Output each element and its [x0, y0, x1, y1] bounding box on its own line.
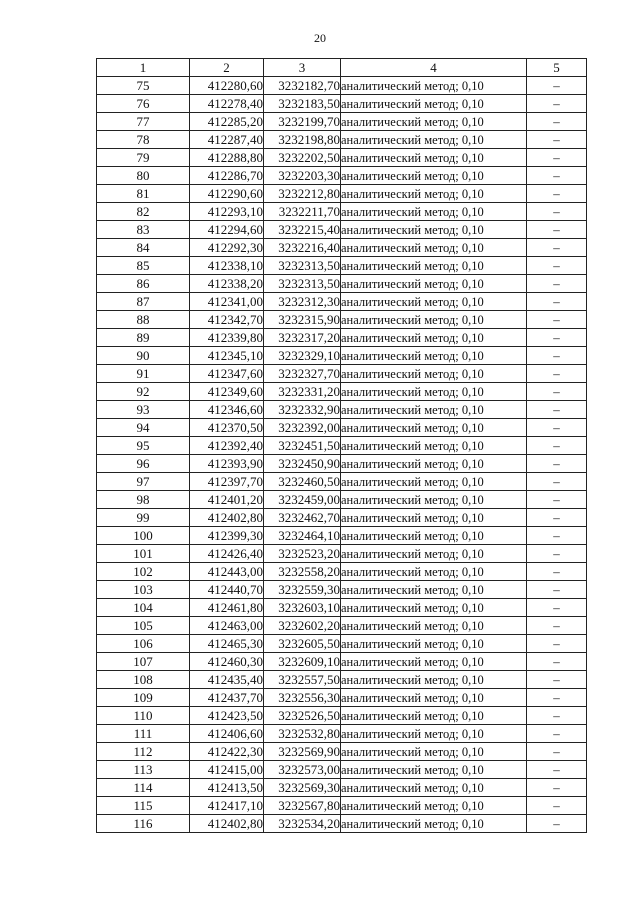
- description-cell: –: [527, 419, 587, 437]
- x-coordinate-cell: 412346,60: [190, 401, 264, 419]
- x-coordinate-cell: 412461,80: [190, 599, 264, 617]
- point-number-cell: 84: [97, 239, 190, 257]
- description-cell: –: [527, 635, 587, 653]
- description-cell: –: [527, 653, 587, 671]
- point-number-cell: 101: [97, 545, 190, 563]
- method-accuracy-cell: аналитический метод; 0,10: [341, 743, 527, 761]
- description-cell: –: [527, 563, 587, 581]
- description-cell: –: [527, 293, 587, 311]
- description-cell: –: [527, 707, 587, 725]
- description-cell: –: [527, 779, 587, 797]
- point-number-cell: 105: [97, 617, 190, 635]
- point-number-cell: 111: [97, 725, 190, 743]
- method-accuracy-cell: аналитический метод; 0,10: [341, 491, 527, 509]
- y-coordinate-cell: 3232567,80: [264, 797, 341, 815]
- description-cell: –: [527, 473, 587, 491]
- x-coordinate-cell: 412460,30: [190, 653, 264, 671]
- point-number-cell: 96: [97, 455, 190, 473]
- description-cell: –: [527, 527, 587, 545]
- description-cell: –: [527, 491, 587, 509]
- y-coordinate-cell: 3232198,80: [264, 131, 341, 149]
- y-coordinate-cell: 3232460,50: [264, 473, 341, 491]
- table-header: [97, 59, 587, 77]
- method-accuracy-cell: аналитический метод; 0,10: [341, 365, 527, 383]
- point-number-cell: 99: [97, 509, 190, 527]
- point-number-cell: 91: [97, 365, 190, 383]
- page-number: 20: [314, 31, 326, 45]
- method-accuracy-cell: аналитический метод; 0,10: [341, 689, 527, 707]
- method-accuracy-cell: аналитический метод; 0,10: [341, 95, 527, 113]
- method-accuracy-cell: аналитический метод; 0,10: [341, 239, 527, 257]
- x-coordinate-cell: 412292,30: [190, 239, 264, 257]
- table-row: [97, 599, 587, 617]
- description-cell: –: [527, 77, 587, 95]
- description-cell: –: [527, 815, 587, 833]
- x-coordinate-cell: 412426,40: [190, 545, 264, 563]
- method-accuracy-cell: аналитический метод; 0,10: [341, 779, 527, 797]
- y-coordinate-cell: 3232182,70: [264, 77, 341, 95]
- description-cell: –: [527, 581, 587, 599]
- y-coordinate-cell: 3232313,50: [264, 275, 341, 293]
- x-coordinate-cell: 412345,10: [190, 347, 264, 365]
- table-row: [97, 383, 587, 401]
- y-coordinate-cell: 3232523,20: [264, 545, 341, 563]
- method-accuracy-cell: аналитический метод; 0,10: [341, 113, 527, 131]
- x-coordinate-cell: 412435,40: [190, 671, 264, 689]
- method-accuracy-cell: аналитический метод; 0,10: [341, 617, 527, 635]
- method-accuracy-cell: аналитический метод; 0,10: [341, 257, 527, 275]
- description-cell: –: [527, 401, 587, 419]
- point-number-cell: 93: [97, 401, 190, 419]
- y-coordinate-cell: 3232602,20: [264, 617, 341, 635]
- description-cell: –: [527, 455, 587, 473]
- x-coordinate-cell: 412413,50: [190, 779, 264, 797]
- table-row: [97, 563, 587, 581]
- header-col-5: 5: [527, 59, 587, 77]
- method-accuracy-cell: аналитический метод; 0,10: [341, 275, 527, 293]
- table-body: [97, 77, 587, 833]
- table-row: [97, 491, 587, 509]
- point-number-cell: 89: [97, 329, 190, 347]
- point-number-cell: 107: [97, 653, 190, 671]
- method-accuracy-cell: аналитический метод; 0,10: [341, 437, 527, 455]
- point-number-cell: 103: [97, 581, 190, 599]
- table-row: [97, 545, 587, 563]
- y-coordinate-cell: 3232317,20: [264, 329, 341, 347]
- description-cell: –: [527, 239, 587, 257]
- y-coordinate-cell: 3232459,00: [264, 491, 341, 509]
- y-coordinate-cell: 3232331,20: [264, 383, 341, 401]
- table-row: [97, 797, 587, 815]
- method-accuracy-cell: аналитический метод; 0,10: [341, 185, 527, 203]
- point-number-cell: 116: [97, 815, 190, 833]
- y-coordinate-cell: 3232450,90: [264, 455, 341, 473]
- point-number-cell: 88: [97, 311, 190, 329]
- x-coordinate-cell: 412286,70: [190, 167, 264, 185]
- x-coordinate-cell: 412397,70: [190, 473, 264, 491]
- table-row: [97, 815, 587, 833]
- point-number-cell: 102: [97, 563, 190, 581]
- x-coordinate-cell: 412443,00: [190, 563, 264, 581]
- x-coordinate-cell: 412347,60: [190, 365, 264, 383]
- description-cell: –: [527, 257, 587, 275]
- y-coordinate-cell: 3232534,20: [264, 815, 341, 833]
- point-number-cell: 82: [97, 203, 190, 221]
- description-cell: –: [527, 617, 587, 635]
- x-coordinate-cell: 412338,20: [190, 275, 264, 293]
- x-coordinate-cell: 412338,10: [190, 257, 264, 275]
- table-row: [97, 347, 587, 365]
- x-coordinate-cell: 412401,20: [190, 491, 264, 509]
- y-coordinate-cell: 3232559,30: [264, 581, 341, 599]
- method-accuracy-cell: аналитический метод; 0,10: [341, 707, 527, 725]
- x-coordinate-cell: 412293,10: [190, 203, 264, 221]
- table-row: [97, 509, 587, 527]
- header-row: [97, 59, 587, 77]
- x-coordinate-cell: 412422,30: [190, 743, 264, 761]
- table-row: [97, 95, 587, 113]
- table-row: [97, 401, 587, 419]
- x-coordinate-cell: 412402,80: [190, 509, 264, 527]
- y-coordinate-cell: 3232569,90: [264, 743, 341, 761]
- description-cell: –: [527, 689, 587, 707]
- method-accuracy-cell: аналитический метод; 0,10: [341, 455, 527, 473]
- method-accuracy-cell: аналитический метод; 0,10: [341, 815, 527, 833]
- description-cell: –: [527, 383, 587, 401]
- y-coordinate-cell: 3232313,50: [264, 257, 341, 275]
- description-cell: –: [527, 329, 587, 347]
- y-coordinate-cell: 3232532,80: [264, 725, 341, 743]
- y-coordinate-cell: 3232211,70: [264, 203, 341, 221]
- method-accuracy-cell: аналитический метод; 0,10: [341, 311, 527, 329]
- x-coordinate-cell: 412339,80: [190, 329, 264, 347]
- y-coordinate-cell: 3232216,40: [264, 239, 341, 257]
- table-row: [97, 185, 587, 203]
- y-coordinate-cell: 3232526,50: [264, 707, 341, 725]
- method-accuracy-cell: аналитический метод; 0,10: [341, 293, 527, 311]
- method-accuracy-cell: аналитический метод; 0,10: [341, 383, 527, 401]
- point-number-cell: 114: [97, 779, 190, 797]
- x-coordinate-cell: 412423,50: [190, 707, 264, 725]
- point-number-cell: 90: [97, 347, 190, 365]
- point-number-cell: 92: [97, 383, 190, 401]
- x-coordinate-cell: 412287,40: [190, 131, 264, 149]
- table-row: [97, 77, 587, 95]
- point-number-cell: 75: [97, 77, 190, 95]
- table-row: [97, 653, 587, 671]
- point-number-cell: 108: [97, 671, 190, 689]
- method-accuracy-cell: аналитический метод; 0,10: [341, 149, 527, 167]
- table-row: [97, 779, 587, 797]
- method-accuracy-cell: аналитический метод; 0,10: [341, 797, 527, 815]
- point-number-cell: 87: [97, 293, 190, 311]
- table-row: [97, 743, 587, 761]
- x-coordinate-cell: 412280,60: [190, 77, 264, 95]
- header-col-1: 1: [97, 59, 190, 77]
- method-accuracy-cell: аналитический метод; 0,10: [341, 221, 527, 239]
- description-cell: –: [527, 545, 587, 563]
- description-cell: –: [527, 599, 587, 617]
- method-accuracy-cell: аналитический метод; 0,10: [341, 563, 527, 581]
- x-coordinate-cell: 412393,90: [190, 455, 264, 473]
- table-row: [97, 419, 587, 437]
- y-coordinate-cell: 3232392,00: [264, 419, 341, 437]
- table-row: [97, 275, 587, 293]
- method-accuracy-cell: аналитический метод; 0,10: [341, 671, 527, 689]
- y-coordinate-cell: 3232569,30: [264, 779, 341, 797]
- method-accuracy-cell: аналитический метод; 0,10: [341, 599, 527, 617]
- method-accuracy-cell: аналитический метод; 0,10: [341, 545, 527, 563]
- description-cell: –: [527, 509, 587, 527]
- description-cell: –: [527, 203, 587, 221]
- point-number-cell: 83: [97, 221, 190, 239]
- description-cell: –: [527, 221, 587, 239]
- description-cell: –: [527, 797, 587, 815]
- x-coordinate-cell: 412285,20: [190, 113, 264, 131]
- description-cell: –: [527, 437, 587, 455]
- point-number-cell: 94: [97, 419, 190, 437]
- x-coordinate-cell: 412440,70: [190, 581, 264, 599]
- y-coordinate-cell: 3232609,10: [264, 653, 341, 671]
- point-number-cell: 78: [97, 131, 190, 149]
- method-accuracy-cell: аналитический метод; 0,10: [341, 725, 527, 743]
- x-coordinate-cell: 412341,00: [190, 293, 264, 311]
- method-accuracy-cell: аналитический метод; 0,10: [341, 203, 527, 221]
- description-cell: –: [527, 761, 587, 779]
- point-number-cell: 98: [97, 491, 190, 509]
- x-coordinate-cell: 412370,50: [190, 419, 264, 437]
- y-coordinate-cell: 3232199,70: [264, 113, 341, 131]
- method-accuracy-cell: аналитический метод; 0,10: [341, 77, 527, 95]
- x-coordinate-cell: 412463,00: [190, 617, 264, 635]
- header-col-2: 2: [190, 59, 264, 77]
- y-coordinate-cell: 3232327,70: [264, 365, 341, 383]
- description-cell: –: [527, 365, 587, 383]
- point-number-cell: 104: [97, 599, 190, 617]
- table-row: [97, 635, 587, 653]
- y-coordinate-cell: 3232603,10: [264, 599, 341, 617]
- method-accuracy-cell: аналитический метод; 0,10: [341, 167, 527, 185]
- table-row: [97, 527, 587, 545]
- x-coordinate-cell: 412392,40: [190, 437, 264, 455]
- method-accuracy-cell: аналитический метод; 0,10: [341, 761, 527, 779]
- point-number-cell: 113: [97, 761, 190, 779]
- description-cell: –: [527, 275, 587, 293]
- y-coordinate-cell: 3232558,20: [264, 563, 341, 581]
- method-accuracy-cell: аналитический метод; 0,10: [341, 581, 527, 599]
- x-coordinate-cell: 412437,70: [190, 689, 264, 707]
- point-number-cell: 97: [97, 473, 190, 491]
- table-row: [97, 581, 587, 599]
- table-row: [97, 149, 587, 167]
- table-row: [97, 203, 587, 221]
- table-row: [97, 707, 587, 725]
- description-cell: –: [527, 167, 587, 185]
- method-accuracy-cell: аналитический метод; 0,10: [341, 527, 527, 545]
- method-accuracy-cell: аналитический метод; 0,10: [341, 329, 527, 347]
- table-row: [97, 671, 587, 689]
- point-number-cell: 106: [97, 635, 190, 653]
- description-cell: –: [527, 185, 587, 203]
- x-coordinate-cell: 412278,40: [190, 95, 264, 113]
- point-number-cell: 77: [97, 113, 190, 131]
- table-row: [97, 329, 587, 347]
- table-row: [97, 239, 587, 257]
- y-coordinate-cell: 3232451,50: [264, 437, 341, 455]
- description-cell: –: [527, 131, 587, 149]
- coordinates-table: [96, 58, 587, 833]
- table-row: [97, 221, 587, 239]
- point-number-cell: 100: [97, 527, 190, 545]
- method-accuracy-cell: аналитический метод; 0,10: [341, 419, 527, 437]
- y-coordinate-cell: 3232329,10: [264, 347, 341, 365]
- x-coordinate-cell: 412288,80: [190, 149, 264, 167]
- description-cell: –: [527, 725, 587, 743]
- y-coordinate-cell: 3232464,10: [264, 527, 341, 545]
- y-coordinate-cell: 3232215,40: [264, 221, 341, 239]
- y-coordinate-cell: 3232332,90: [264, 401, 341, 419]
- description-cell: –: [527, 743, 587, 761]
- point-number-cell: 86: [97, 275, 190, 293]
- table-row: [97, 365, 587, 383]
- table-row: [97, 131, 587, 149]
- point-number-cell: 109: [97, 689, 190, 707]
- x-coordinate-cell: 412417,10: [190, 797, 264, 815]
- y-coordinate-cell: 3232212,80: [264, 185, 341, 203]
- x-coordinate-cell: 412290,60: [190, 185, 264, 203]
- table-row: [97, 437, 587, 455]
- point-number-cell: 115: [97, 797, 190, 815]
- method-accuracy-cell: аналитический метод; 0,10: [341, 653, 527, 671]
- point-number-cell: 79: [97, 149, 190, 167]
- y-coordinate-cell: 3232183,50: [264, 95, 341, 113]
- x-coordinate-cell: 412399,30: [190, 527, 264, 545]
- table-row: [97, 113, 587, 131]
- table-row: [97, 473, 587, 491]
- method-accuracy-cell: аналитический метод; 0,10: [341, 635, 527, 653]
- table-row: [97, 311, 587, 329]
- y-coordinate-cell: 3232203,30: [264, 167, 341, 185]
- y-coordinate-cell: 3232605,50: [264, 635, 341, 653]
- method-accuracy-cell: аналитический метод; 0,10: [341, 131, 527, 149]
- x-coordinate-cell: 412342,70: [190, 311, 264, 329]
- description-cell: –: [527, 149, 587, 167]
- y-coordinate-cell: 3232557,50: [264, 671, 341, 689]
- table-row: [97, 167, 587, 185]
- description-cell: –: [527, 671, 587, 689]
- y-coordinate-cell: 3232462,70: [264, 509, 341, 527]
- y-coordinate-cell: 3232556,30: [264, 689, 341, 707]
- point-number-cell: 81: [97, 185, 190, 203]
- header-col-3: 3: [264, 59, 341, 77]
- y-coordinate-cell: 3232202,50: [264, 149, 341, 167]
- table-row: [97, 761, 587, 779]
- x-coordinate-cell: 412465,30: [190, 635, 264, 653]
- point-number-cell: 76: [97, 95, 190, 113]
- method-accuracy-cell: аналитический метод; 0,10: [341, 401, 527, 419]
- table-row: [97, 293, 587, 311]
- point-number-cell: 80: [97, 167, 190, 185]
- table-row: [97, 725, 587, 743]
- point-number-cell: 110: [97, 707, 190, 725]
- x-coordinate-cell: 412349,60: [190, 383, 264, 401]
- table-row: [97, 455, 587, 473]
- x-coordinate-cell: 412294,60: [190, 221, 264, 239]
- table-row: [97, 689, 587, 707]
- point-number-cell: 85: [97, 257, 190, 275]
- description-cell: –: [527, 311, 587, 329]
- y-coordinate-cell: 3232573,00: [264, 761, 341, 779]
- table-row: [97, 617, 587, 635]
- table-row: [97, 257, 587, 275]
- description-cell: –: [527, 113, 587, 131]
- point-number-cell: 95: [97, 437, 190, 455]
- x-coordinate-cell: 412402,80: [190, 815, 264, 833]
- y-coordinate-cell: 3232315,90: [264, 311, 341, 329]
- y-coordinate-cell: 3232312,30: [264, 293, 341, 311]
- point-number-cell: 112: [97, 743, 190, 761]
- description-cell: –: [527, 95, 587, 113]
- x-coordinate-cell: 412406,60: [190, 725, 264, 743]
- method-accuracy-cell: аналитический метод; 0,10: [341, 347, 527, 365]
- method-accuracy-cell: аналитический метод; 0,10: [341, 473, 527, 491]
- method-accuracy-cell: аналитический метод; 0,10: [341, 509, 527, 527]
- description-cell: –: [527, 347, 587, 365]
- x-coordinate-cell: 412415,00: [190, 761, 264, 779]
- header-col-4: 4: [341, 59, 527, 77]
